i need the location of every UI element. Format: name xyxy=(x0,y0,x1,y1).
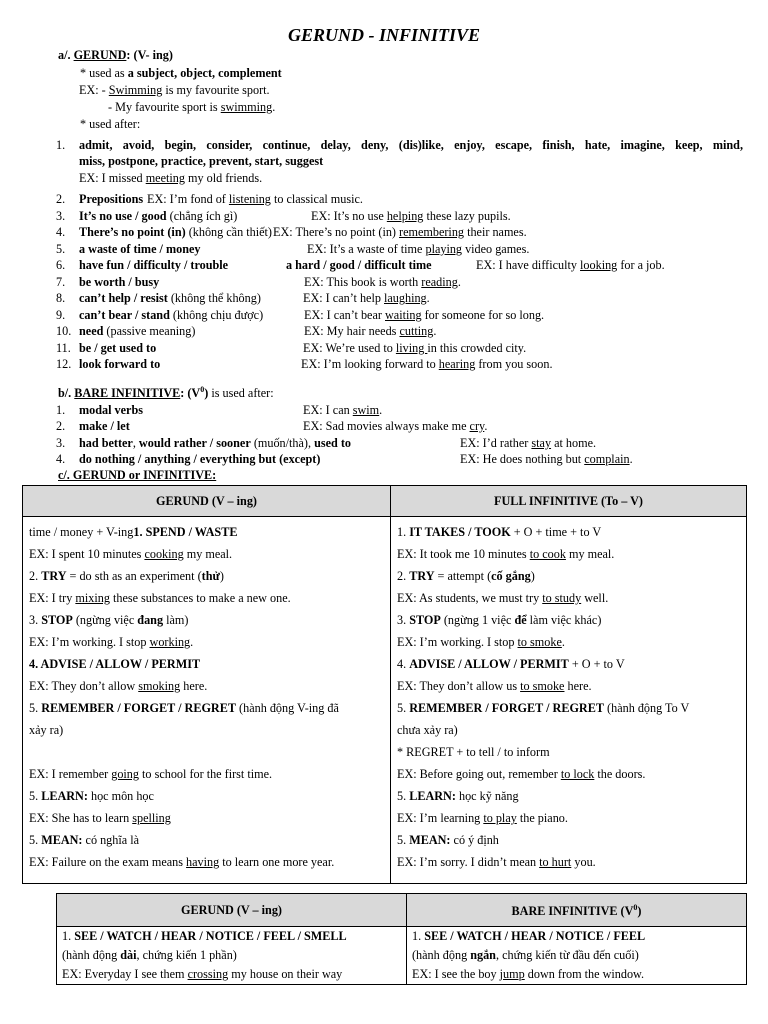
table-cell-line xyxy=(397,785,740,807)
example-verb: complain xyxy=(584,452,630,466)
gerund-item-example xyxy=(311,208,511,224)
example-text: . xyxy=(379,403,383,417)
cell-keyword: SEE / WATCH / HEAR / NOTICE / FEEL / SMELL xyxy=(74,929,347,943)
gerund-item-example xyxy=(304,274,461,290)
cell-text: có ý định xyxy=(450,833,499,847)
gerund-item-example xyxy=(304,323,436,339)
example-text: EX: I can’t bear xyxy=(304,308,385,322)
example-text: EX: He does nothing but xyxy=(460,452,585,466)
bare-item-label xyxy=(79,402,143,418)
cell-keyword: TRY xyxy=(409,569,435,583)
cell-keyword: LEARN: xyxy=(409,789,456,803)
gerund-item-note: (chẳng ích gì) xyxy=(166,209,238,223)
gerund-item-keyword: a waste of time / money xyxy=(79,242,201,256)
cell-keyword: LEARN: xyxy=(41,789,88,803)
example-text: EX: I’d rather xyxy=(460,436,532,450)
example-gerund: looking xyxy=(580,258,618,272)
cell-example-verb: to lock xyxy=(560,767,595,781)
gerund-item-label xyxy=(79,257,228,273)
table-cell-line xyxy=(397,829,740,851)
cell-example-verb: working xyxy=(149,635,191,649)
cell-keyword: cố gắng xyxy=(491,569,531,583)
bare-item-label xyxy=(79,451,320,467)
gerund-example-1: EX: - Swimming is my favourite sport. xyxy=(79,83,270,97)
table-cell-line xyxy=(412,927,741,946)
cell-text: xảy ra) xyxy=(29,723,64,737)
cell-text: 5. xyxy=(29,833,42,847)
gerund-item-example xyxy=(304,307,544,323)
gerund-item-example xyxy=(303,290,430,306)
cell-keyword: đang xyxy=(137,613,164,627)
example-gerund: laughing xyxy=(384,291,427,305)
example-text: in this crowded city. xyxy=(427,341,527,355)
gerund-item-keyword: need xyxy=(79,324,104,338)
gerund-item-label xyxy=(79,356,160,372)
example-text: EX: I can xyxy=(303,403,353,417)
table-cell-line xyxy=(397,741,740,763)
gerund-use-line: * used as a subject, object, complement xyxy=(80,66,282,80)
cell-text: EX: I spent 10 minutes xyxy=(29,547,145,561)
cell-keyword: REMEMBER / FORGET / REGRET xyxy=(41,701,236,715)
cell-keyword: để xyxy=(514,613,527,627)
cell-text: + O + to V xyxy=(568,657,625,671)
bare-item-note: (muốn/thà), xyxy=(250,436,315,450)
table-cell-line xyxy=(397,521,740,543)
table-cell-line xyxy=(29,587,384,609)
example-text: EX: It’s no use xyxy=(311,209,387,223)
cell-text: 3. xyxy=(397,613,410,627)
cell-text: (hành động V-ing đã xyxy=(236,701,339,715)
bare-item-keyword: modal verbs xyxy=(79,403,143,417)
cell-keyword: STOP xyxy=(409,613,441,627)
example-verb: stay xyxy=(531,436,552,450)
cell-text: 5. xyxy=(29,789,42,803)
gerund-item-label xyxy=(79,274,159,290)
bare-item-number: 3. xyxy=(56,436,66,450)
cell-text: to learn one more year. xyxy=(219,855,335,869)
cell-text: EX: Before going out, remember xyxy=(397,767,561,781)
table-cell-line xyxy=(29,785,384,807)
example-text: EX: My hair needs xyxy=(304,324,400,338)
cell-keyword: 4. ADVISE / ALLOW / PERMIT xyxy=(29,657,201,671)
gerund-item-label xyxy=(79,191,143,207)
cell-text: EX: She has to learn xyxy=(29,811,133,825)
cell-text: 1. xyxy=(62,929,75,943)
example-gerund: helping xyxy=(386,209,424,223)
table2-gerund-column xyxy=(57,927,407,985)
cell-text: the doors. xyxy=(594,767,646,781)
gerund-item-1-verbs-line2: miss, postpone, practice, prevent, start, suggest xyxy=(79,154,324,168)
example-text: . xyxy=(484,419,488,433)
table-cell-line xyxy=(29,829,384,851)
gerund-item-label xyxy=(79,340,156,356)
table-cell-line xyxy=(29,807,384,829)
gerund-item-keyword: can’t bear / stand xyxy=(79,308,170,322)
cell-text: , chứng kiến từ đầu đến cuối) xyxy=(495,948,639,962)
bare-item-example xyxy=(303,418,487,434)
cell-text: EX: I’m sorry. I didn’t mean xyxy=(397,855,540,869)
cell-keyword: ngắn xyxy=(470,948,496,962)
cell-example-verb: to play xyxy=(483,811,517,825)
example-text: at home. xyxy=(551,436,597,450)
cell-text: 5. xyxy=(397,789,410,803)
table-cell-line xyxy=(29,653,384,675)
table-cell-line xyxy=(29,521,384,543)
gerund-vs-full-infinitive-table xyxy=(22,485,747,884)
cell-text: = attempt ( xyxy=(434,569,492,583)
compare-heading: c/. GERUND or INFINITIVE: xyxy=(58,468,217,482)
gerund-item-1-verbs-line1: admit, avoid, begin, consider, continue, delay, deny, (dis)like, enjoy, escape, finish, hate, imagine, keep, mind, xyxy=(79,138,743,152)
example-gerund: remembering xyxy=(399,225,465,239)
table-cell-line xyxy=(29,609,384,631)
cell-keyword: ADVISE / ALLOW / PERMIT xyxy=(409,657,569,671)
cell-text: here. xyxy=(564,679,592,693)
example-text: these lazy pupils. xyxy=(423,209,511,223)
table-cell-line xyxy=(397,851,740,873)
table-cell-line xyxy=(397,587,740,609)
bare-item-keyword: used to xyxy=(314,436,351,450)
cell-text: 2. xyxy=(397,569,410,583)
cell-text: EX: They don’t allow us xyxy=(397,679,521,693)
cell-text: 1. xyxy=(397,525,410,539)
example-text: from you soon. xyxy=(475,357,553,371)
example-text: . xyxy=(433,324,437,338)
gerund-item-number: 9. xyxy=(56,308,66,322)
cell-keyword: dài xyxy=(120,948,137,962)
cell-text: EX: It took me 10 minutes xyxy=(397,547,530,561)
gerund-item-example xyxy=(307,241,529,257)
cell-example-verb: spelling xyxy=(132,811,171,825)
gerund-item-example xyxy=(301,356,553,372)
table2-header-bare-infinitive: BARE INFINITIVE $(V^0)$ xyxy=(407,894,747,927)
gerund-item-keyword: There’s no point (in) xyxy=(79,225,186,239)
gerund-item-label xyxy=(79,323,195,339)
cell-text: (ngừng 1 việc xyxy=(440,613,515,627)
cell-example-verb: smoking xyxy=(138,679,181,693)
example-gerund: playing xyxy=(425,242,463,256)
example-text: EX: There’s no point (in) xyxy=(273,225,400,239)
example-text: their names. xyxy=(464,225,527,239)
gerund-item-example xyxy=(476,257,665,273)
gerund-item-example xyxy=(273,224,527,240)
bare-item-number: 2. xyxy=(56,419,66,433)
table-cell-line xyxy=(29,675,384,697)
table1-gerund-column xyxy=(23,517,391,884)
cell-text: EX: I remember xyxy=(29,767,112,781)
cell-text: làm) xyxy=(163,613,189,627)
cell-keyword: TRY xyxy=(41,569,67,583)
example-text: . xyxy=(426,291,430,305)
gerund-item-number: 5. xyxy=(56,242,66,256)
example-gerund: cutting xyxy=(399,324,434,338)
bare-item-example xyxy=(460,435,596,451)
example-gerund: reading xyxy=(421,275,458,289)
bare-item-number: 4. xyxy=(56,452,66,466)
table2-header-gerund: GERUND (V – ing) xyxy=(57,894,407,927)
cell-text: 2. xyxy=(29,569,42,583)
table-cell-line xyxy=(397,543,740,565)
bare-item-label xyxy=(79,418,130,434)
example-text: EX: I can’t help xyxy=(303,291,384,305)
gerund-used-after: * used after: xyxy=(80,117,141,131)
bare-item-example xyxy=(303,402,382,418)
bare-item-label xyxy=(79,435,351,451)
page-title: GERUND - INFINITIVE xyxy=(287,25,481,45)
table-cell-line xyxy=(397,697,740,719)
gerund-item-keyword: be worth / busy xyxy=(79,275,160,289)
cell-text: to school for the first time. xyxy=(139,767,273,781)
gerund-item-keyword: be / get used to xyxy=(79,341,157,355)
example-text: EX: We’re used to xyxy=(303,341,396,355)
example-gerund: waiting xyxy=(385,308,422,322)
gerund-item-number: 3. xyxy=(56,209,66,223)
gerund-item-keyword: have fun / difficulty / trouble xyxy=(79,258,229,272)
cell-text: these substances to make a new one. xyxy=(109,591,291,605)
gerund-item-number: 8. xyxy=(56,291,66,305)
example-text: for a job. xyxy=(617,258,665,272)
cell-text: EX: Failure on the exam means xyxy=(29,855,187,869)
cell-text: time / money + V-ing xyxy=(29,525,134,539)
table-cell-line xyxy=(29,851,384,873)
example-text: EX: Sad movies always make me xyxy=(303,419,470,433)
gerund-item-number: 11. xyxy=(56,341,71,355)
gerund-item-note: (không cần thiết) xyxy=(185,225,272,239)
cell-text: . xyxy=(561,635,565,649)
example-text: EX: It’s a waste of time xyxy=(307,242,426,256)
gerund-item-example xyxy=(303,340,526,356)
cell-example-verb: to study xyxy=(542,591,582,605)
bare-item-keyword: make / let xyxy=(79,419,130,433)
cell-example-verb: to smoke xyxy=(520,679,565,693)
gerund-item-keyword: can’t help / resist xyxy=(79,291,168,305)
cell-example-verb: cooking xyxy=(144,547,184,561)
gerund-item-note: (không thể không) xyxy=(167,291,261,305)
example-text: . xyxy=(457,275,461,289)
cell-text: = do sth as an experiment ( xyxy=(66,569,202,583)
bare-item-keyword: would rather / sooner xyxy=(138,436,251,450)
cell-text: 1. xyxy=(412,929,425,943)
cell-text: EX: I try xyxy=(29,591,76,605)
cell-text: EX: As students, we must try xyxy=(397,591,543,605)
cell-text: the piano. xyxy=(516,811,568,825)
cell-text: (hành động xyxy=(412,948,471,962)
cell-text: EX: I’m working. I stop xyxy=(397,635,518,649)
gerund-item-label xyxy=(79,307,263,323)
example-verb: cry xyxy=(469,419,485,433)
cell-text: my meal. xyxy=(565,547,615,561)
cell-text: EX: I’m learning xyxy=(397,811,484,825)
table1-infinitive-column xyxy=(391,517,747,884)
gerund-item-label xyxy=(79,241,201,257)
table-cell-line xyxy=(397,631,740,653)
example-text: video games. xyxy=(462,242,530,256)
cell-text: (ngừng việc xyxy=(72,613,138,627)
cell-text: ) xyxy=(530,569,535,583)
table-cell-line xyxy=(397,653,740,675)
table-cell-line xyxy=(397,719,740,741)
cell-keyword: 1. SPEND / WASTE xyxy=(133,525,238,539)
cell-text: my house on their way xyxy=(228,967,343,981)
example-gerund: living xyxy=(395,341,428,355)
cell-example-verb: jump xyxy=(499,967,525,981)
cell-text: * REGRET + to tell / to inform xyxy=(397,745,550,759)
cell-text: you. xyxy=(571,855,596,869)
cell-text: học môn học xyxy=(87,789,154,803)
gerund-item-number: 6. xyxy=(56,258,66,272)
table-cell-line xyxy=(412,965,741,984)
table-cell-line xyxy=(62,946,401,965)
cell-text: (hành động To V xyxy=(604,701,690,715)
cell-example-verb: mixing xyxy=(75,591,110,605)
bare-item-separator: , xyxy=(132,436,139,450)
example-text: EX: I’m fond of xyxy=(147,192,229,206)
table-cell-line xyxy=(29,719,384,741)
cell-text: + O + time + to V xyxy=(510,525,602,539)
example-text: for someone for so long. xyxy=(421,308,545,322)
gerund-item-label xyxy=(79,224,272,240)
cell-example-verb: going xyxy=(111,767,139,781)
cell-text: my meal. xyxy=(183,547,233,561)
cell-keyword: MEAN: xyxy=(41,833,83,847)
cell-text: EX: Everyday I see them xyxy=(62,967,188,981)
example-text: . xyxy=(629,452,633,466)
gerund-item-number: 4. xyxy=(56,225,66,239)
gerund-vs-bare-infinitive-table xyxy=(56,893,747,985)
bare-item-number: 1. xyxy=(56,403,66,417)
cell-keyword: STOP xyxy=(41,613,73,627)
cell-text: 3. xyxy=(29,613,42,627)
table-cell-line xyxy=(397,807,740,829)
cell-text: EX: I’m working. I stop xyxy=(29,635,150,649)
gerund-item-keyword: look forward to xyxy=(79,357,161,371)
table-cell-line xyxy=(397,565,740,587)
cell-text: well. xyxy=(581,591,609,605)
cell-text: EX: I see the boy xyxy=(412,967,500,981)
cell-text: . xyxy=(190,635,194,649)
gerund-item-label xyxy=(79,290,261,306)
gerund-item-1-number: 1. xyxy=(56,138,66,152)
gerund-item-label xyxy=(79,208,237,224)
bare-item-example xyxy=(460,451,633,467)
gerund-item-keyword: Prepositions xyxy=(79,192,144,206)
cell-text: chưa xảy ra) xyxy=(397,723,458,737)
bare-item-keyword: had better xyxy=(79,436,133,450)
cell-text: here. xyxy=(180,679,208,693)
bare-infinitive-heading: b/. BARE INFINITIVE: $(V^0)$ is used after: xyxy=(58,385,274,401)
cell-keyword: MEAN: xyxy=(409,833,451,847)
example-gerund: hearing xyxy=(438,357,476,371)
example-text: to classical music. xyxy=(270,192,363,206)
table-cell-line xyxy=(397,609,740,631)
cell-example-verb: to smoke xyxy=(517,635,562,649)
cell-text: , chứng kiến 1 phần) xyxy=(136,948,237,962)
example-gerund: listening xyxy=(228,192,271,206)
cell-text: ) xyxy=(219,569,224,583)
table-cell-line xyxy=(29,543,384,565)
gerund-heading: a/. GERUND: (V- ing) xyxy=(58,48,173,62)
cell-keyword: thử xyxy=(201,569,220,583)
gerund-item-number: 12. xyxy=(56,357,72,371)
cell-text: EX: They don’t allow xyxy=(29,679,139,693)
example-text: EX: I have difficulty xyxy=(476,258,581,272)
cell-text: 5. xyxy=(397,701,410,715)
cell-keyword: IT TAKES / TOOK xyxy=(409,525,511,539)
cell-text: làm việc khác) xyxy=(526,613,602,627)
cell-keyword: SEE / WATCH / HEAR / NOTICE / FEEL xyxy=(424,929,646,943)
gerund-item-1-example: EX: I missed meeting my old friends. xyxy=(79,171,263,185)
cell-text: 4. xyxy=(397,657,410,671)
table-cell-line xyxy=(62,965,401,984)
gerund-item-keyword: It’s no use / good xyxy=(79,209,167,223)
bare-item-keyword: do nothing / anything / everything but (except) xyxy=(79,452,321,466)
gerund-item-note: (passive meaning) xyxy=(103,324,196,338)
gerund-item-number: 7. xyxy=(56,275,66,289)
table2-bare-infinitive-column xyxy=(407,927,747,985)
example-text: EX: I’m looking forward to xyxy=(301,357,439,371)
cell-text: 5. xyxy=(397,833,410,847)
cell-text: down from the window. xyxy=(524,967,645,981)
table1-header-gerund: GERUND (V – ing) xyxy=(23,486,391,517)
gerund-item-note: (không chịu được) xyxy=(169,308,264,322)
table-cell-line xyxy=(62,927,401,946)
table-cell-line xyxy=(29,631,384,653)
cell-example-verb: to cook xyxy=(529,547,566,561)
cell-example-verb: crossing xyxy=(187,967,229,981)
cell-text: 5. xyxy=(29,701,42,715)
gerund-item-number: 10. xyxy=(56,324,72,338)
table-cell-line xyxy=(29,565,384,587)
example-text: EX: This book is worth xyxy=(304,275,422,289)
table-cell-line xyxy=(29,763,384,785)
cell-text: học kỹ năng xyxy=(455,789,519,803)
table1-header-full-infinitive: FULL INFINITIVE (To – V) xyxy=(391,486,747,517)
cell-example-verb: having xyxy=(186,855,220,869)
gerund-item-example xyxy=(147,191,363,207)
cell-keyword: REMEMBER / FORGET / REGRET xyxy=(409,701,604,715)
table-cell-line xyxy=(29,741,384,763)
gerund-example-2: - My favourite sport is swimming. xyxy=(108,100,276,114)
table-cell-line xyxy=(29,697,384,719)
table-cell-line xyxy=(397,675,740,697)
cell-example-verb: to hurt xyxy=(539,855,572,869)
gerund-item-extra: a hard / good / difficult time xyxy=(286,258,432,272)
table-cell-line xyxy=(412,946,741,965)
table-cell-line xyxy=(397,763,740,785)
gerund-item-number: 2. xyxy=(56,192,66,206)
cell-text: (hành động xyxy=(62,948,121,962)
cell-text: có nghĩa là xyxy=(82,833,140,847)
example-verb: swim xyxy=(352,403,380,417)
